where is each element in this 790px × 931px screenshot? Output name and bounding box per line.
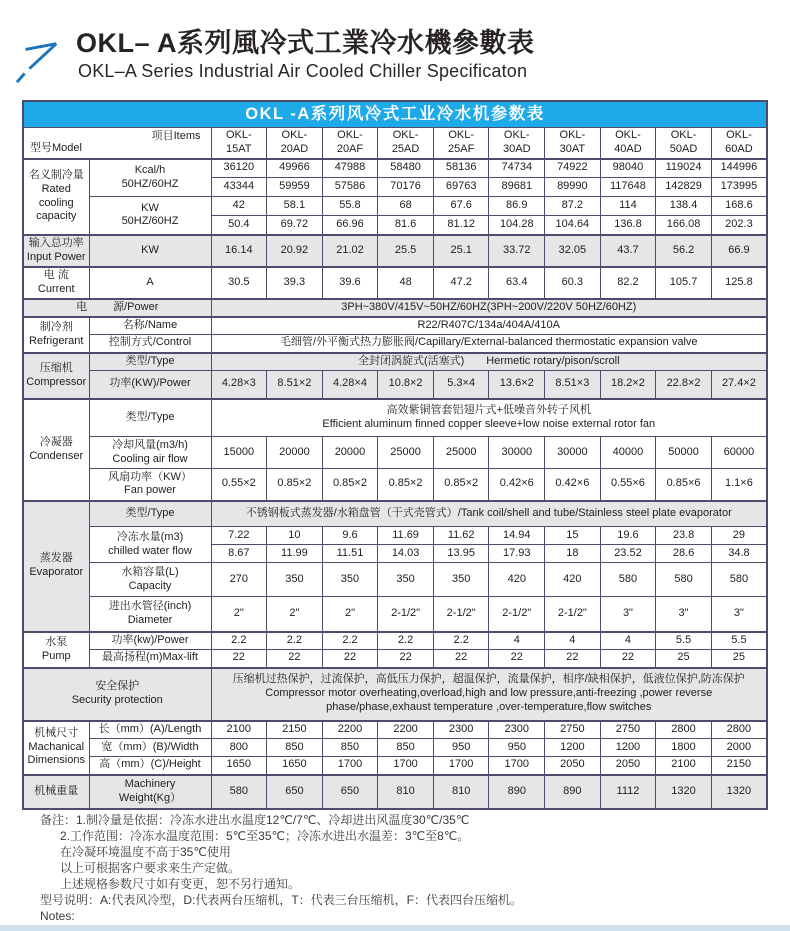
item-dim-height: 高（mm）(C)/Height <box>89 757 211 775</box>
row-input-power <box>23 235 767 267</box>
cell-compressor-power-OKL-30AD: 13.6×2 <box>489 371 545 399</box>
cell-cooling-air-flow-OKL-50AD: 50000 <box>656 437 712 469</box>
cell-cooling-air-flow-OKL-15AT: 15000 <box>211 437 267 469</box>
row-max-lift <box>23 650 767 668</box>
cell-rated-kw-hz1-OKL-60AD: 168.6 <box>711 197 767 216</box>
cell-dim-length-OKL-60AD: 2800 <box>711 721 767 739</box>
category-rated-kcal-hz1: 名义制冷量 Rated cooling capacity <box>23 159 89 235</box>
corner-cell <box>23 128 211 159</box>
cell-pump-power-OKL-25AF: 2.2 <box>433 632 489 650</box>
span-refrigerant-control: 毛细管/外平衡式热力膨胀阀/Capillary/External-balanced thermostatic expansion valve <box>211 335 767 353</box>
cell-rated-kw-hz2-OKL-30AD: 104.28 <box>489 216 545 235</box>
cell-cooling-air-flow-OKL-20AD: 20000 <box>267 437 323 469</box>
cell-machine-weight-OKL-25AD: 810 <box>378 775 434 809</box>
model-col-OKL-30AT: OKL- 30AT <box>545 128 601 159</box>
cell-dim-length-OKL-30AD: 2300 <box>489 721 545 739</box>
cell-fan-power-OKL-40AD: 0.55×6 <box>600 469 656 501</box>
cell-tank-capacity-OKL-25AD: 350 <box>378 563 434 597</box>
cell-input-power-OKL-20AD: 20.92 <box>267 235 323 267</box>
cell-rated-kw-hz2-OKL-20AF: 66.96 <box>322 216 378 235</box>
model-header-row <box>23 128 767 159</box>
cell-pipe-diameter-OKL-20AD: 2" <box>267 597 323 632</box>
note-line-6: 型号说明：A:代表风冷型，D:代表两台压缩机，T：代表三台压缩机，F：代表四台压缩机。 <box>40 893 523 907</box>
cell-pump-power-OKL-15AT: 2.2 <box>211 632 267 650</box>
cell-pump-power-OKL-20AD: 2.2 <box>267 632 323 650</box>
cell-fan-power-OKL-20AD: 0.85×2 <box>267 469 323 501</box>
category-power-source <box>23 299 211 317</box>
row-security-protection <box>23 668 767 721</box>
cell-pump-power-OKL-40AD: 4 <box>600 632 656 650</box>
cell-cooling-air-flow-OKL-30AT: 30000 <box>545 437 601 469</box>
cell-input-power-OKL-25AD: 25.5 <box>378 235 434 267</box>
item-pump-power: 功率(kw)/Power <box>89 632 211 650</box>
cell-dim-width-OKL-20AD: 850 <box>267 739 323 757</box>
cell-input-power-OKL-50AD: 56.2 <box>656 235 712 267</box>
category-refrigerant-name: 制冷剂 Refrigerant <box>23 317 89 353</box>
cell-machine-weight-OKL-50AD: 1320 <box>656 775 712 809</box>
cell-pump-power-OKL-20AF: 2.2 <box>322 632 378 650</box>
cell-rated-kw-hz2-OKL-15AT: 50.4 <box>211 216 267 235</box>
cell-chilled-flow-hz1-OKL-40AD: 19.6 <box>600 527 656 545</box>
cell-chilled-flow-hz2-OKL-25AF: 13.95 <box>433 545 489 563</box>
item-evaporator-type: 类型/Type <box>89 501 211 527</box>
cell-dim-width-OKL-60AD: 2000 <box>711 739 767 757</box>
cell-rated-kcal-hz2-OKL-30AD: 89681 <box>489 178 545 197</box>
span-refrigerant-name: R22/R407C/134a/404A/410A <box>211 317 767 335</box>
category-current: 电 流 Current <box>23 267 89 299</box>
cell-pipe-diameter-OKL-25AD: 2-1/2" <box>378 597 434 632</box>
cell-dim-length-OKL-15AT: 2100 <box>211 721 267 739</box>
cell-rated-kw-hz2-OKL-30AT: 104.64 <box>545 216 601 235</box>
note-line-2: 2.工作范围：冷冻水温度范围：5℃至35℃；冷冻水进出水温差：3℃至8℃。 <box>60 829 470 843</box>
cell-current-OKL-40AD: 82.2 <box>600 267 656 299</box>
category-power-source-en: 源/Power <box>113 300 159 313</box>
cell-rated-kcal-hz1-OKL-40AD: 98040 <box>600 159 656 178</box>
cell-pipe-diameter-OKL-40AD: 3" <box>600 597 656 632</box>
cell-dim-height-OKL-30AT: 2050 <box>545 757 601 775</box>
span-security-protection: 压缩机过热保护，过流保护，高低压力保护，超温保护，流量保护，相序/缺相保护，低液位保护,防冻保护 Compressor motor overheating,overload,high and low pressure,anti-freezing ,power reverse phase/phase,exhaust temperature ,over-temperature,flow switches <box>211 668 767 721</box>
cell-current-OKL-25AF: 47.2 <box>433 267 489 299</box>
cell-rated-kcal-hz2-OKL-25AF: 69763 <box>433 178 489 197</box>
item-chilled-flow-hz1: 冷冻水量(m3) chilled water flow <box>89 527 211 563</box>
item-pipe-diameter: 进出水管径(inch) Diameter <box>89 597 211 632</box>
cell-chilled-flow-hz1-OKL-25AF: 11.62 <box>433 527 489 545</box>
cell-chilled-flow-hz1-OKL-30AD: 14.94 <box>489 527 545 545</box>
model-col-OKL-30AD: OKL- 30AD <box>489 128 545 159</box>
cell-dim-width-OKL-30AD: 950 <box>489 739 545 757</box>
cell-fan-power-OKL-20AF: 0.85×2 <box>322 469 378 501</box>
cell-rated-kcal-hz2-OKL-30AT: 89990 <box>545 178 601 197</box>
corner-items-label: 项目Items <box>151 130 201 142</box>
cell-tank-capacity-OKL-30AD: 420 <box>489 563 545 597</box>
row-rated-kcal-hz1 <box>23 159 767 178</box>
note-line-3: 在冷凝环境温度不高于35℃使用 <box>60 845 231 859</box>
row-tank-capacity <box>23 563 767 597</box>
cell-dim-width-OKL-20AF: 850 <box>322 739 378 757</box>
cell-pipe-diameter-OKL-20AF: 2" <box>322 597 378 632</box>
model-col-OKL-25AF: OKL- 25AF <box>433 128 489 159</box>
cell-machine-weight-OKL-30AT: 890 <box>545 775 601 809</box>
span-condenser-type: 高效紫铜管套铝翅片式+低噪音外转子风机 Efficient aluminum finned copper sleeve+low noise external rotor fan <box>211 399 767 437</box>
cell-chilled-flow-hz2-OKL-30AD: 17.93 <box>489 545 545 563</box>
note-line-1: 备注：1.制冷量是依据：冷冻水进出水温度12℃/7℃、冷却进出风温度30℃/35℃ <box>40 813 470 827</box>
cell-current-OKL-30AT: 60.3 <box>545 267 601 299</box>
bottom-accent-bar <box>0 925 790 931</box>
cell-cooling-air-flow-OKL-60AD: 60000 <box>711 437 767 469</box>
row-chilled-flow-hz1 <box>23 527 767 545</box>
cell-machine-weight-OKL-30AD: 890 <box>489 775 545 809</box>
notes <box>40 812 522 924</box>
cell-rated-kcal-hz1-OKL-20AF: 47988 <box>322 159 378 178</box>
cell-chilled-flow-hz1-OKL-20AF: 9.6 <box>322 527 378 545</box>
table-title-row <box>23 101 767 128</box>
arrow-up-right-icon <box>14 34 64 88</box>
row-machine-weight <box>23 775 767 809</box>
cell-tank-capacity-OKL-60AD: 580 <box>711 563 767 597</box>
cell-rated-kw-hz1-OKL-20AF: 55.8 <box>322 197 378 216</box>
note-line-4: 以上可根据客户要求来生产定做。 <box>60 861 241 875</box>
cell-rated-kcal-hz2-OKL-60AD: 173995 <box>711 178 767 197</box>
item-dim-length: 长（mm）(A)/Length <box>89 721 211 739</box>
cell-fan-power-OKL-25AD: 0.85×2 <box>378 469 434 501</box>
cell-cooling-air-flow-OKL-25AF: 25000 <box>433 437 489 469</box>
cell-fan-power-OKL-30AD: 0.42×6 <box>489 469 545 501</box>
cell-chilled-flow-hz1-OKL-25AD: 11.69 <box>378 527 434 545</box>
cell-tank-capacity-OKL-20AD: 350 <box>267 563 323 597</box>
cell-rated-kcal-hz1-OKL-30AT: 74922 <box>545 159 601 178</box>
row-evaporator-type <box>23 501 767 527</box>
cell-chilled-flow-hz1-OKL-15AT: 7.22 <box>211 527 267 545</box>
cell-chilled-flow-hz1-OKL-20AD: 10 <box>267 527 323 545</box>
cell-chilled-flow-hz2-OKL-30AT: 18 <box>545 545 601 563</box>
row-pump-power <box>23 632 767 650</box>
cell-machine-weight-OKL-20AD: 650 <box>267 775 323 809</box>
cell-max-lift-OKL-60AD: 25 <box>711 650 767 668</box>
cell-tank-capacity-OKL-40AD: 580 <box>600 563 656 597</box>
page-header <box>14 28 535 88</box>
note-line-5: 上述规格参数尺寸如有变更，恕不另行通知。 <box>60 877 301 891</box>
cell-cooling-air-flow-OKL-25AD: 25000 <box>378 437 434 469</box>
cell-cooling-air-flow-OKL-40AD: 40000 <box>600 437 656 469</box>
cell-rated-kw-hz2-OKL-60AD: 202.3 <box>711 216 767 235</box>
corner-model-label: 型号Model <box>30 141 82 154</box>
cell-compressor-power-OKL-60AD: 27.4×2 <box>711 371 767 399</box>
cell-max-lift-OKL-20AD: 22 <box>267 650 323 668</box>
cell-max-lift-OKL-50AD: 25 <box>656 650 712 668</box>
cell-dim-width-OKL-50AD: 1800 <box>656 739 712 757</box>
cell-max-lift-OKL-25AF: 22 <box>433 650 489 668</box>
cell-max-lift-OKL-20AF: 22 <box>322 650 378 668</box>
item-fan-power: 风扇功率（KW） Fan power <box>89 469 211 501</box>
cell-compressor-power-OKL-40AD: 18.2×2 <box>600 371 656 399</box>
cell-rated-kw-hz1-OKL-40AD: 114 <box>600 197 656 216</box>
cell-chilled-flow-hz2-OKL-20AD: 11.99 <box>267 545 323 563</box>
item-refrigerant-name: 名称/Name <box>89 317 211 335</box>
item-compressor-power: 功率(KW)/Power <box>89 371 211 399</box>
cell-machine-weight-OKL-25AF: 810 <box>433 775 489 809</box>
cell-max-lift-OKL-40AD: 22 <box>600 650 656 668</box>
cell-fan-power-OKL-60AD: 1.1×6 <box>711 469 767 501</box>
cell-rated-kcal-hz2-OKL-15AT: 43344 <box>211 178 267 197</box>
cell-chilled-flow-hz2-OKL-40AD: 23.52 <box>600 545 656 563</box>
row-condenser-type <box>23 399 767 437</box>
cell-rated-kw-hz1-OKL-25AD: 68 <box>378 197 434 216</box>
cell-dim-width-OKL-25AF: 950 <box>433 739 489 757</box>
cell-dim-height-OKL-30AD: 1700 <box>489 757 545 775</box>
cell-dim-length-OKL-20AD: 2150 <box>267 721 323 739</box>
cell-pipe-diameter-OKL-50AD: 3" <box>656 597 712 632</box>
cell-chilled-flow-hz1-OKL-50AD: 23.8 <box>656 527 712 545</box>
cell-current-OKL-30AD: 63.4 <box>489 267 545 299</box>
row-refrigerant-control <box>23 335 767 353</box>
cell-rated-kcal-hz2-OKL-20AF: 57586 <box>322 178 378 197</box>
cell-chilled-flow-hz2-OKL-20AF: 11.51 <box>322 545 378 563</box>
category-power-source-zh: 电 <box>76 300 88 313</box>
cell-fan-power-OKL-50AD: 0.85×6 <box>656 469 712 501</box>
cell-rated-kw-hz1-OKL-25AF: 67.6 <box>433 197 489 216</box>
item-tank-capacity: 水箱容量(L) Capacity <box>89 563 211 597</box>
cell-rated-kcal-hz1-OKL-60AD: 144996 <box>711 159 767 178</box>
cell-chilled-flow-hz2-OKL-60AD: 34.8 <box>711 545 767 563</box>
cell-tank-capacity-OKL-20AF: 350 <box>322 563 378 597</box>
item-condenser-type: 类型/Type <box>89 399 211 437</box>
cell-dim-height-OKL-20AF: 1700 <box>322 757 378 775</box>
cell-current-OKL-50AD: 105.7 <box>656 267 712 299</box>
note-line-7: Notes: <box>40 909 75 923</box>
item-max-lift: 最高扬程(m)Max-lift <box>89 650 211 668</box>
cell-fan-power-OKL-30AT: 0.42×6 <box>545 469 601 501</box>
item-dim-width: 宽（mm）(B)/Width <box>89 739 211 757</box>
cell-current-OKL-15AT: 30.5 <box>211 267 267 299</box>
cell-chilled-flow-hz2-OKL-25AD: 14.03 <box>378 545 434 563</box>
model-col-OKL-40AD: OKL- 40AD <box>600 128 656 159</box>
cell-cooling-air-flow-OKL-30AD: 30000 <box>489 437 545 469</box>
cell-rated-kw-hz1-OKL-30AD: 86.9 <box>489 197 545 216</box>
cell-rated-kcal-hz2-OKL-25AD: 70176 <box>378 178 434 197</box>
cell-compressor-power-OKL-15AT: 4.28×3 <box>211 371 267 399</box>
cell-dim-height-OKL-25AF: 1700 <box>433 757 489 775</box>
cell-compressor-power-OKL-25AD: 10.8×2 <box>378 371 434 399</box>
row-compressor-type <box>23 353 767 371</box>
cell-tank-capacity-OKL-50AD: 580 <box>656 563 712 597</box>
cell-chilled-flow-hz1-OKL-30AT: 15 <box>545 527 601 545</box>
item-input-power: KW <box>89 235 211 267</box>
cell-dim-height-OKL-50AD: 2100 <box>656 757 712 775</box>
row-dim-length <box>23 721 767 739</box>
cell-rated-kcal-hz2-OKL-20AD: 59959 <box>267 178 323 197</box>
table-title: OKL -A系列风冷式工业冷水机参数表 <box>23 101 767 128</box>
cell-pump-power-OKL-30AD: 4 <box>489 632 545 650</box>
cell-dim-height-OKL-60AD: 2150 <box>711 757 767 775</box>
model-col-OKL-60AD: OKL- 60AD <box>711 128 767 159</box>
item-current: A <box>89 267 211 299</box>
cell-rated-kcal-hz1-OKL-20AD: 49966 <box>267 159 323 178</box>
category-pump-power: 水泵 Pump <box>23 632 89 668</box>
cell-input-power-OKL-30AD: 33.72 <box>489 235 545 267</box>
cell-compressor-power-OKL-25AF: 5.3×4 <box>433 371 489 399</box>
category-dim-length: 机械尺寸 Machanical Dimensions <box>23 721 89 775</box>
span-compressor-type: 全封闭涡旋式(活塞式) Hermetic rotary/pison/scroll <box>211 353 767 371</box>
page-subtitle: OKL–A Series Industrial Air Cooled Chiller Specificaton <box>78 61 528 82</box>
cell-rated-kcal-hz1-OKL-25AF: 58136 <box>433 159 489 178</box>
cell-input-power-OKL-60AD: 66.9 <box>711 235 767 267</box>
cell-pump-power-OKL-30AT: 4 <box>545 632 601 650</box>
category-input-power: 输入总功率 Input Power <box>23 235 89 267</box>
cell-compressor-power-OKL-50AD: 22.8×2 <box>656 371 712 399</box>
cell-fan-power-OKL-15AT: 0.55×2 <box>211 469 267 501</box>
row-rated-kw-hz1 <box>23 197 767 216</box>
model-col-OKL-20AF: OKL- 20AF <box>322 128 378 159</box>
row-cooling-air-flow <box>23 437 767 469</box>
cell-rated-kw-hz1-OKL-50AD: 138.4 <box>656 197 712 216</box>
item-refrigerant-control: 控制方式/Control <box>89 335 211 353</box>
cell-rated-kw-hz1-OKL-15AT: 42 <box>211 197 267 216</box>
cell-pipe-diameter-OKL-30AD: 2-1/2" <box>489 597 545 632</box>
cell-pump-power-OKL-25AD: 2.2 <box>378 632 434 650</box>
item-rated-kw-hz1: KW 50HZ/60HZ <box>89 197 211 235</box>
row-current <box>23 267 767 299</box>
cell-dim-length-OKL-25AD: 2200 <box>378 721 434 739</box>
cell-dim-length-OKL-25AF: 2300 <box>433 721 489 739</box>
category-machine-weight: 机械重量 <box>23 775 89 809</box>
cell-rated-kcal-hz2-OKL-50AD: 142829 <box>656 178 712 197</box>
row-compressor-power <box>23 371 767 399</box>
cell-rated-kcal-hz1-OKL-30AD: 74734 <box>489 159 545 178</box>
cell-dim-width-OKL-40AD: 1200 <box>600 739 656 757</box>
category-evaporator-type: 蒸发器 Evaporator <box>23 501 89 632</box>
cell-machine-weight-OKL-20AF: 650 <box>322 775 378 809</box>
cell-pipe-diameter-OKL-30AT: 2-1/2" <box>545 597 601 632</box>
cell-dim-length-OKL-50AD: 2800 <box>656 721 712 739</box>
model-col-OKL-25AD: OKL- 25AD <box>378 128 434 159</box>
cell-rated-kw-hz2-OKL-25AF: 81.12 <box>433 216 489 235</box>
cell-dim-width-OKL-25AD: 850 <box>378 739 434 757</box>
cell-rated-kw-hz2-OKL-50AD: 166.08 <box>656 216 712 235</box>
page-title: OKL– A系列風冷式工業冷水機參數表 <box>76 28 535 58</box>
category-security-protection: 安全保护 Security protection <box>23 668 211 721</box>
cell-dim-height-OKL-20AD: 1650 <box>267 757 323 775</box>
cell-rated-kcal-hz1-OKL-15AT: 36120 <box>211 159 267 178</box>
cell-fan-power-OKL-25AF: 0.85×2 <box>433 469 489 501</box>
cell-pump-power-OKL-60AD: 5.5 <box>711 632 767 650</box>
row-fan-power <box>23 469 767 501</box>
cell-max-lift-OKL-30AT: 22 <box>545 650 601 668</box>
cell-pump-power-OKL-50AD: 5.5 <box>656 632 712 650</box>
row-refrigerant-name <box>23 317 767 335</box>
model-col-OKL-15AT: OKL- 15AT <box>211 128 267 159</box>
row-dim-height <box>23 757 767 775</box>
row-pipe-diameter <box>23 597 767 632</box>
row-dim-width <box>23 739 767 757</box>
cell-dim-width-OKL-15AT: 800 <box>211 739 267 757</box>
cell-dim-length-OKL-30AT: 2750 <box>545 721 601 739</box>
cell-rated-kw-hz2-OKL-40AD: 136.8 <box>600 216 656 235</box>
cell-rated-kw-hz2-OKL-25AD: 81.6 <box>378 216 434 235</box>
cell-max-lift-OKL-30AD: 22 <box>489 650 545 668</box>
cell-max-lift-OKL-25AD: 22 <box>378 650 434 668</box>
cell-tank-capacity-OKL-25AF: 350 <box>433 563 489 597</box>
cell-chilled-flow-hz2-OKL-15AT: 8.67 <box>211 545 267 563</box>
cell-machine-weight-OKL-15AT: 580 <box>211 775 267 809</box>
item-cooling-air-flow: 冷却风量(m3/h) Cooling air flow <box>89 437 211 469</box>
cell-input-power-OKL-25AF: 25.1 <box>433 235 489 267</box>
cell-chilled-flow-hz1-OKL-60AD: 29 <box>711 527 767 545</box>
cell-chilled-flow-hz2-OKL-50AD: 28.6 <box>656 545 712 563</box>
cell-compressor-power-OKL-20AD: 8.51×2 <box>267 371 323 399</box>
cell-dim-height-OKL-15AT: 1650 <box>211 757 267 775</box>
category-compressor-type: 压缩机 Compressor <box>23 353 89 399</box>
model-col-OKL-20AD: OKL- 20AD <box>267 128 323 159</box>
cell-compressor-power-OKL-20AF: 4.28×4 <box>322 371 378 399</box>
cell-dim-height-OKL-40AD: 2050 <box>600 757 656 775</box>
cell-machine-weight-OKL-60AD: 1320 <box>711 775 767 809</box>
cell-rated-kw-hz1-OKL-30AT: 87.2 <box>545 197 601 216</box>
cell-pipe-diameter-OKL-25AF: 2-1/2" <box>433 597 489 632</box>
cell-dim-length-OKL-20AF: 2200 <box>322 721 378 739</box>
cell-current-OKL-20AF: 39.6 <box>322 267 378 299</box>
row-power-source <box>23 299 767 317</box>
cell-rated-kcal-hz2-OKL-40AD: 117648 <box>600 178 656 197</box>
cell-cooling-air-flow-OKL-20AF: 20000 <box>322 437 378 469</box>
cell-pipe-diameter-OKL-60AD: 3" <box>711 597 767 632</box>
cell-input-power-OKL-15AT: 16.14 <box>211 235 267 267</box>
cell-rated-kw-hz1-OKL-20AD: 58.1 <box>267 197 323 216</box>
category-condenser-type: 冷凝器 Condenser <box>23 399 89 501</box>
cell-input-power-OKL-20AF: 21.02 <box>322 235 378 267</box>
cell-input-power-OKL-40AD: 43.7 <box>600 235 656 267</box>
spec-table <box>22 100 768 810</box>
cell-current-OKL-20AD: 39.3 <box>267 267 323 299</box>
cell-max-lift-OKL-15AT: 22 <box>211 650 267 668</box>
model-col-OKL-50AD: OKL- 50AD <box>656 128 712 159</box>
cell-dim-height-OKL-25AD: 1700 <box>378 757 434 775</box>
cell-rated-kcal-hz1-OKL-50AD: 119024 <box>656 159 712 178</box>
cell-tank-capacity-OKL-30AT: 420 <box>545 563 601 597</box>
span-evaporator-type: 不锈钢板式蒸发器/水箱盘管（干式壳管式）/Tank coil/shell and tube/Stainless steel plate evaporator <box>211 501 767 527</box>
cell-rated-kcal-hz1-OKL-25AD: 58480 <box>378 159 434 178</box>
item-rated-kcal-hz1: Kcal/h 50HZ/60HZ <box>89 159 211 197</box>
cell-dim-length-OKL-40AD: 2750 <box>600 721 656 739</box>
span-power-source: 3PH~380V/415V~50HZ/60HZ(3PH~200V/220V 50HZ/60HZ) <box>211 299 767 317</box>
cell-input-power-OKL-30AT: 32.05 <box>545 235 601 267</box>
cell-tank-capacity-OKL-15AT: 270 <box>211 563 267 597</box>
item-compressor-type: 类型/Type <box>89 353 211 371</box>
item-machine-weight: Machinery Weight(Kg） <box>89 775 211 809</box>
cell-pipe-diameter-OKL-15AT: 2" <box>211 597 267 632</box>
cell-current-OKL-60AD: 125.8 <box>711 267 767 299</box>
cell-current-OKL-25AD: 48 <box>378 267 434 299</box>
cell-machine-weight-OKL-40AD: 1112 <box>600 775 656 809</box>
cell-dim-width-OKL-30AT: 1200 <box>545 739 601 757</box>
cell-compressor-power-OKL-30AT: 8.51×3 <box>545 371 601 399</box>
cell-rated-kw-hz2-OKL-20AD: 69.72 <box>267 216 323 235</box>
